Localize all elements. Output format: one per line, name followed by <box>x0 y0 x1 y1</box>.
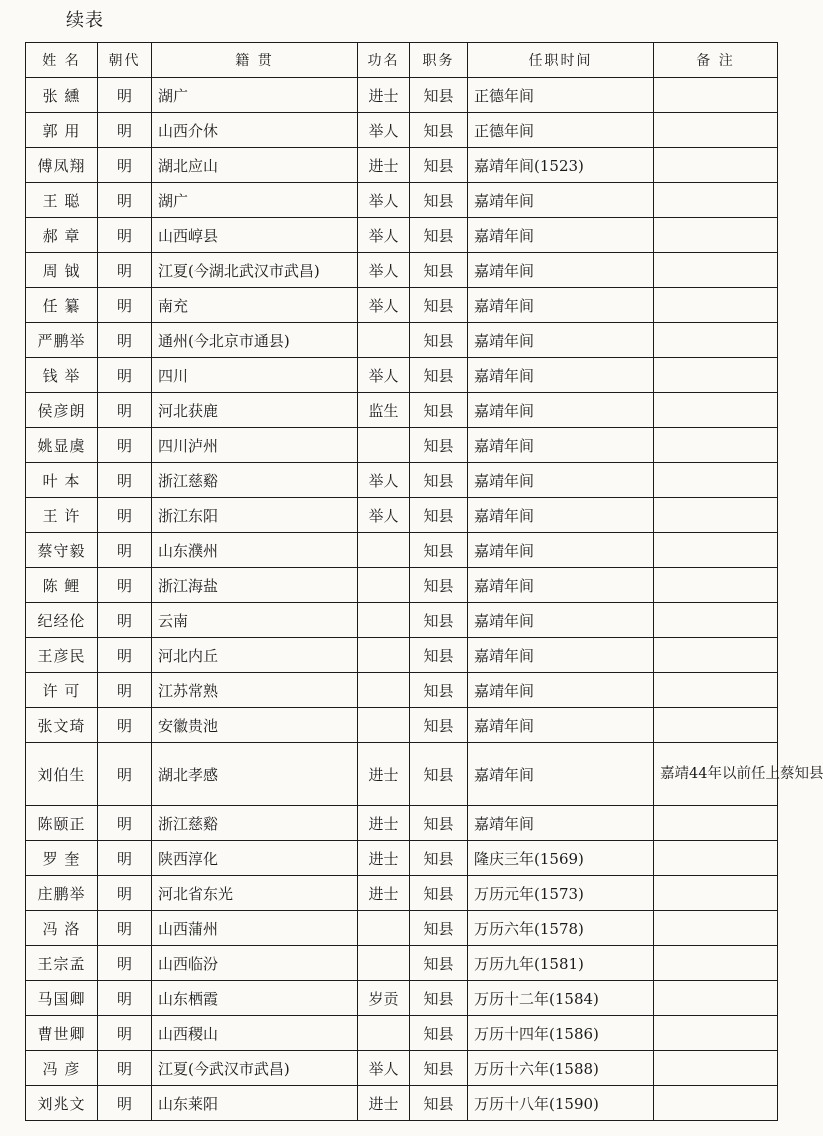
table-row <box>26 288 778 323</box>
cell-native-place: 江苏常熟 <box>152 673 358 708</box>
cell-note <box>654 113 778 148</box>
cell-degree: 举人 <box>358 498 410 533</box>
cell-term: 嘉靖年间 <box>468 673 654 708</box>
cell-dynasty: 明 <box>98 568 152 603</box>
cell-name: 姚显虞 <box>26 428 98 463</box>
cell-dynasty: 明 <box>98 946 152 981</box>
cell-dynasty: 明 <box>98 981 152 1016</box>
header-row <box>26 43 778 78</box>
cell-post: 知县 <box>410 428 468 463</box>
cell-note <box>654 428 778 463</box>
cell-note <box>654 78 778 113</box>
cell-term: 万历十八年(1590) <box>468 1086 654 1121</box>
cell-degree <box>358 533 410 568</box>
cell-post: 知县 <box>410 218 468 253</box>
cell-note <box>654 708 778 743</box>
table-row <box>26 638 778 673</box>
cell-dynasty: 明 <box>98 288 152 323</box>
cell-note <box>654 183 778 218</box>
cell-post: 知县 <box>410 708 468 743</box>
cell-term: 嘉靖年间 <box>468 498 654 533</box>
cell-note <box>654 568 778 603</box>
cell-term: 嘉靖年间 <box>468 218 654 253</box>
cell-post: 知县 <box>410 806 468 841</box>
cell-post: 知县 <box>410 1086 468 1121</box>
table-row <box>26 183 778 218</box>
cell-name: 王宗孟 <box>26 946 98 981</box>
cell-name: 刘兆文 <box>26 1086 98 1121</box>
table-row <box>26 603 778 638</box>
cell-term: 正德年间 <box>468 113 654 148</box>
cell-name: 冯 洛 <box>26 911 98 946</box>
cell-dynasty: 明 <box>98 1051 152 1086</box>
table-row <box>26 1086 778 1121</box>
cell-post: 知县 <box>410 253 468 288</box>
cell-degree: 进士 <box>358 841 410 876</box>
cell-native-place: 南充 <box>152 288 358 323</box>
cell-dynasty: 明 <box>98 498 152 533</box>
cell-native-place: 四川泸州 <box>152 428 358 463</box>
cell-term: 万历十二年(1584) <box>468 981 654 1016</box>
table-row <box>26 1016 778 1051</box>
cell-post: 知县 <box>410 463 468 498</box>
cell-term: 嘉靖年间 <box>468 533 654 568</box>
cell-dynasty: 明 <box>98 841 152 876</box>
cell-native-place: 四川 <box>152 358 358 393</box>
cell-dynasty: 明 <box>98 708 152 743</box>
cell-degree <box>358 568 410 603</box>
cell-note <box>654 603 778 638</box>
table-row <box>26 218 778 253</box>
cell-name: 庄鹏举 <box>26 876 98 911</box>
cell-post: 知县 <box>410 1051 468 1086</box>
cell-native-place: 山东莱阳 <box>152 1086 358 1121</box>
cell-name: 任 纂 <box>26 288 98 323</box>
cell-degree: 举人 <box>358 288 410 323</box>
cell-post: 知县 <box>410 946 468 981</box>
cell-dynasty: 明 <box>98 806 152 841</box>
table-row <box>26 253 778 288</box>
table-row <box>26 428 778 463</box>
cell-term: 嘉靖年间 <box>468 806 654 841</box>
cell-term: 嘉靖年间 <box>468 708 654 743</box>
cell-term: 嘉靖年间 <box>468 603 654 638</box>
header-dynasty: 朝代 <box>98 43 152 78</box>
cell-note <box>654 841 778 876</box>
cell-name: 侯彦朗 <box>26 393 98 428</box>
cell-note <box>654 876 778 911</box>
cell-note <box>654 218 778 253</box>
cell-degree: 进士 <box>358 806 410 841</box>
cell-degree: 举人 <box>358 253 410 288</box>
cell-term: 嘉靖年间 <box>468 253 654 288</box>
cell-name: 钱 举 <box>26 358 98 393</box>
cell-degree: 进士 <box>358 78 410 113</box>
cell-native-place: 湖北孝感 <box>152 743 358 806</box>
cell-name: 许 可 <box>26 673 98 708</box>
table-row <box>26 806 778 841</box>
cell-name: 王 许 <box>26 498 98 533</box>
cell-name: 郭 用 <box>26 113 98 148</box>
table-row <box>26 981 778 1016</box>
cell-dynasty: 明 <box>98 428 152 463</box>
cell-degree <box>358 673 410 708</box>
cell-dynasty: 明 <box>98 113 152 148</box>
cell-post: 知县 <box>410 113 468 148</box>
table-row <box>26 911 778 946</box>
cell-term: 万历六年(1578) <box>468 911 654 946</box>
cell-term: 嘉靖年间(1523) <box>468 148 654 183</box>
cell-note <box>654 463 778 498</box>
header-native-place: 籍 贯 <box>152 43 358 78</box>
cell-dynasty: 明 <box>98 533 152 568</box>
officials-table <box>25 42 823 1121</box>
header-post: 职务 <box>410 43 468 78</box>
cell-native-place: 河北省东光 <box>152 876 358 911</box>
cell-native-place: 山西蒲州 <box>152 911 358 946</box>
cell-note <box>654 533 778 568</box>
cell-term: 嘉靖年间 <box>468 428 654 463</box>
table-caption: 续表 <box>66 10 104 31</box>
table-row <box>26 463 778 498</box>
cell-degree: 举人 <box>358 463 410 498</box>
cell-note <box>654 981 778 1016</box>
cell-degree <box>358 428 410 463</box>
table-body <box>26 78 823 1121</box>
cell-native-place: 通州(今北京市通县) <box>152 323 358 358</box>
cell-degree <box>358 1016 410 1051</box>
cell-note <box>654 1051 778 1086</box>
cell-native-place: 湖广 <box>152 78 358 113</box>
cell-post: 知县 <box>410 78 468 113</box>
cell-dynasty: 明 <box>98 148 152 183</box>
header-degree: 功名 <box>358 43 410 78</box>
cell-post: 知县 <box>410 183 468 218</box>
cell-term: 嘉靖年间 <box>468 358 654 393</box>
table-row <box>26 148 778 183</box>
cell-native-place: 浙江海盐 <box>152 568 358 603</box>
cell-native-place: 浙江慈谿 <box>152 806 358 841</box>
header-term: 任职时间 <box>468 43 654 78</box>
cell-degree: 举人 <box>358 183 410 218</box>
cell-dynasty: 明 <box>98 911 152 946</box>
cell-dynasty: 明 <box>98 358 152 393</box>
cell-name: 叶 本 <box>26 463 98 498</box>
table-row <box>26 568 778 603</box>
cell-post: 知县 <box>410 981 468 1016</box>
cell-native-place: 安徽贵池 <box>152 708 358 743</box>
cell-name: 张 纁 <box>26 78 98 113</box>
table-row <box>26 533 778 568</box>
table-row <box>26 393 778 428</box>
cell-degree: 举人 <box>358 113 410 148</box>
cell-note <box>654 638 778 673</box>
header-note: 备 注 <box>654 43 778 78</box>
cell-note <box>654 911 778 946</box>
cell-post: 知县 <box>410 876 468 911</box>
table-row <box>26 743 778 806</box>
table-row <box>26 323 778 358</box>
cell-native-place: 江夏(今武汉市武昌) <box>152 1051 358 1086</box>
cell-post: 知县 <box>410 743 468 806</box>
cell-native-place: 云南 <box>152 603 358 638</box>
cell-dynasty: 明 <box>98 1086 152 1121</box>
cell-dynasty: 明 <box>98 78 152 113</box>
table-row <box>26 358 778 393</box>
cell-post: 知县 <box>410 568 468 603</box>
cell-degree: 举人 <box>358 358 410 393</box>
cell-dynasty: 明 <box>98 603 152 638</box>
cell-term: 嘉靖年间 <box>468 393 654 428</box>
cell-term: 嘉靖年间 <box>468 743 654 806</box>
cell-native-place: 浙江慈谿 <box>152 463 358 498</box>
cell-dynasty: 明 <box>98 183 152 218</box>
cell-note <box>654 673 778 708</box>
cell-name: 王 聪 <box>26 183 98 218</box>
cell-name: 纪经伦 <box>26 603 98 638</box>
cell-post: 知县 <box>410 288 468 323</box>
cell-degree: 监生 <box>358 393 410 428</box>
cell-dynasty: 明 <box>98 253 152 288</box>
cell-term: 万历十四年(1586) <box>468 1016 654 1051</box>
cell-term: 万历十六年(1588) <box>468 1051 654 1086</box>
cell-native-place: 山西稷山 <box>152 1016 358 1051</box>
cell-degree: 举人 <box>358 1051 410 1086</box>
cell-post: 知县 <box>410 533 468 568</box>
cell-post: 知县 <box>410 393 468 428</box>
table-row <box>26 708 778 743</box>
cell-dynasty: 明 <box>98 638 152 673</box>
cell-dynasty: 明 <box>98 743 152 806</box>
cell-name: 冯 彦 <box>26 1051 98 1086</box>
cell-post: 知县 <box>410 603 468 638</box>
table-row <box>26 673 778 708</box>
header-name: 姓 名 <box>26 43 98 78</box>
cell-post: 知县 <box>410 1016 468 1051</box>
cell-term: 万历元年(1573) <box>468 876 654 911</box>
cell-native-place: 江夏(今湖北武汉市武昌) <box>152 253 358 288</box>
cell-native-place: 河北内丘 <box>152 638 358 673</box>
cell-degree: 进士 <box>358 148 410 183</box>
cell-term: 嘉靖年间 <box>468 288 654 323</box>
cell-post: 知县 <box>410 841 468 876</box>
table-row <box>26 1051 778 1086</box>
cell-note <box>654 393 778 428</box>
cell-degree: 举人 <box>358 218 410 253</box>
cell-native-place: 湖广 <box>152 183 358 218</box>
cell-name: 陈颐正 <box>26 806 98 841</box>
cell-degree <box>358 323 410 358</box>
cell-native-place: 山西临汾 <box>152 946 358 981</box>
cell-native-place: 浙江东阳 <box>152 498 358 533</box>
cell-post: 知县 <box>410 323 468 358</box>
cell-name: 严鹏举 <box>26 323 98 358</box>
table-row <box>26 946 778 981</box>
table-row <box>26 498 778 533</box>
cell-note <box>654 148 778 183</box>
cell-term: 嘉靖年间 <box>468 568 654 603</box>
cell-degree: 进士 <box>358 743 410 806</box>
cell-name: 陈 鲤 <box>26 568 98 603</box>
cell-name: 刘伯生 <box>26 743 98 806</box>
cell-native-place: 山东濮州 <box>152 533 358 568</box>
cell-native-place: 湖北应山 <box>152 148 358 183</box>
cell-note <box>654 946 778 981</box>
cell-note <box>654 253 778 288</box>
cell-dynasty: 明 <box>98 876 152 911</box>
cell-post: 知县 <box>410 148 468 183</box>
cell-name: 蔡守毅 <box>26 533 98 568</box>
cell-dynasty: 明 <box>98 323 152 358</box>
cell-degree <box>358 603 410 638</box>
cell-degree <box>358 638 410 673</box>
cell-note <box>654 288 778 323</box>
cell-degree <box>358 708 410 743</box>
cell-degree: 进士 <box>358 1086 410 1121</box>
cell-degree: 岁贡 <box>358 981 410 1016</box>
cell-note <box>654 498 778 533</box>
table-row <box>26 841 778 876</box>
table-row <box>26 113 778 148</box>
cell-term: 嘉靖年间 <box>468 463 654 498</box>
cell-name: 罗 奎 <box>26 841 98 876</box>
cell-note: 嘉靖44年以前任上蔡知县 <box>654 743 778 806</box>
cell-dynasty: 明 <box>98 393 152 428</box>
cell-dynasty: 明 <box>98 218 152 253</box>
cell-note <box>654 323 778 358</box>
cell-name: 傅凤翔 <box>26 148 98 183</box>
cell-term: 正德年间 <box>468 78 654 113</box>
cell-native-place: 山东栖霞 <box>152 981 358 1016</box>
cell-term: 嘉靖年间 <box>468 638 654 673</box>
cell-degree <box>358 911 410 946</box>
cell-name: 王彦民 <box>26 638 98 673</box>
cell-name: 马国卿 <box>26 981 98 1016</box>
cell-note <box>654 806 778 841</box>
cell-native-place: 河北获鹿 <box>152 393 358 428</box>
table-row <box>26 78 778 113</box>
cell-name: 张文琦 <box>26 708 98 743</box>
cell-native-place: 山西介休 <box>152 113 358 148</box>
cell-note <box>654 1086 778 1121</box>
table-row <box>26 876 778 911</box>
cell-post: 知县 <box>410 911 468 946</box>
cell-dynasty: 明 <box>98 463 152 498</box>
cell-post: 知县 <box>410 358 468 393</box>
cell-degree <box>358 946 410 981</box>
cell-term: 嘉靖年间 <box>468 323 654 358</box>
cell-native-place: 山西崞县 <box>152 218 358 253</box>
cell-name: 周 钺 <box>26 253 98 288</box>
cell-note <box>654 358 778 393</box>
cell-degree: 进士 <box>358 876 410 911</box>
cell-term: 万历九年(1581) <box>468 946 654 981</box>
cell-name: 郝 章 <box>26 218 98 253</box>
cell-post: 知县 <box>410 498 468 533</box>
cell-dynasty: 明 <box>98 1016 152 1051</box>
cell-post: 知县 <box>410 673 468 708</box>
cell-name: 曹世卿 <box>26 1016 98 1051</box>
cell-term: 嘉靖年间 <box>468 183 654 218</box>
cell-term: 隆庆三年(1569) <box>468 841 654 876</box>
cell-note <box>654 1016 778 1051</box>
cell-native-place: 陕西淳化 <box>152 841 358 876</box>
cell-post: 知县 <box>410 638 468 673</box>
cell-dynasty: 明 <box>98 673 152 708</box>
